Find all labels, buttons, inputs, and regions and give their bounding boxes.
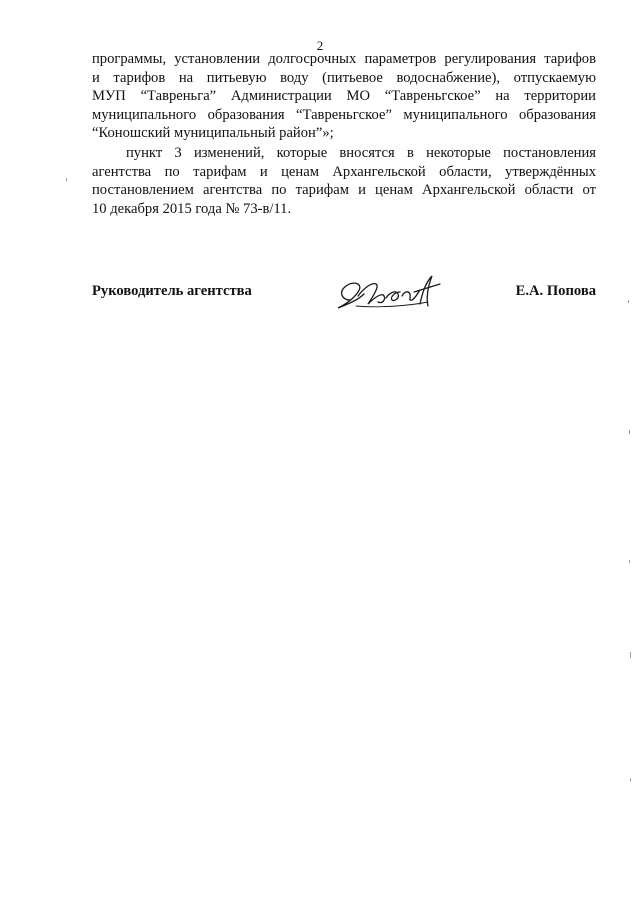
scan-artifact: [66, 178, 67, 181]
paragraph-amendments-item: [92, 144, 596, 218]
text-line: муниципального образования “Тавреньгское” муниципального образования: [92, 106, 596, 123]
scan-artifact: [630, 652, 631, 658]
scan-artifact: [629, 560, 630, 563]
text-line: МУП “Тавреньга” Администрации МО “Тавреньгское” на территории: [92, 88, 596, 104]
page-number: 2: [316, 38, 324, 53]
text-line: и тарифов на питьевую воду (питьевое водоснабжение), отпускаемую: [92, 69, 596, 86]
text-line: постановлением агентства по тарифам и ценам Архангельской области от: [92, 182, 596, 198]
text-line: агентства по тарифам и ценам Архангельской области, утверждённых: [92, 163, 596, 180]
signer-name: Е.А. Попова: [515, 283, 596, 299]
scan-artifact: [630, 778, 631, 781]
handwritten-signature-icon: [328, 270, 448, 316]
signature-block: [92, 270, 596, 320]
scan-artifact: [629, 430, 630, 434]
text-line: программы, установлении долгосрочных параметров регулирования тарифов: [92, 51, 596, 67]
text-line: пункт 3 изменений, которые вносятся в некоторые постановления: [126, 145, 596, 161]
paragraph-program-parameters: [92, 50, 596, 143]
text-line: “Коношский муниципальный район”»;: [92, 125, 334, 141]
scan-artifact: [628, 300, 629, 303]
signer-title: Руководитель агентства: [92, 283, 252, 299]
text-line: 10 декабря 2015 года № 73-в/11.: [92, 200, 292, 217]
